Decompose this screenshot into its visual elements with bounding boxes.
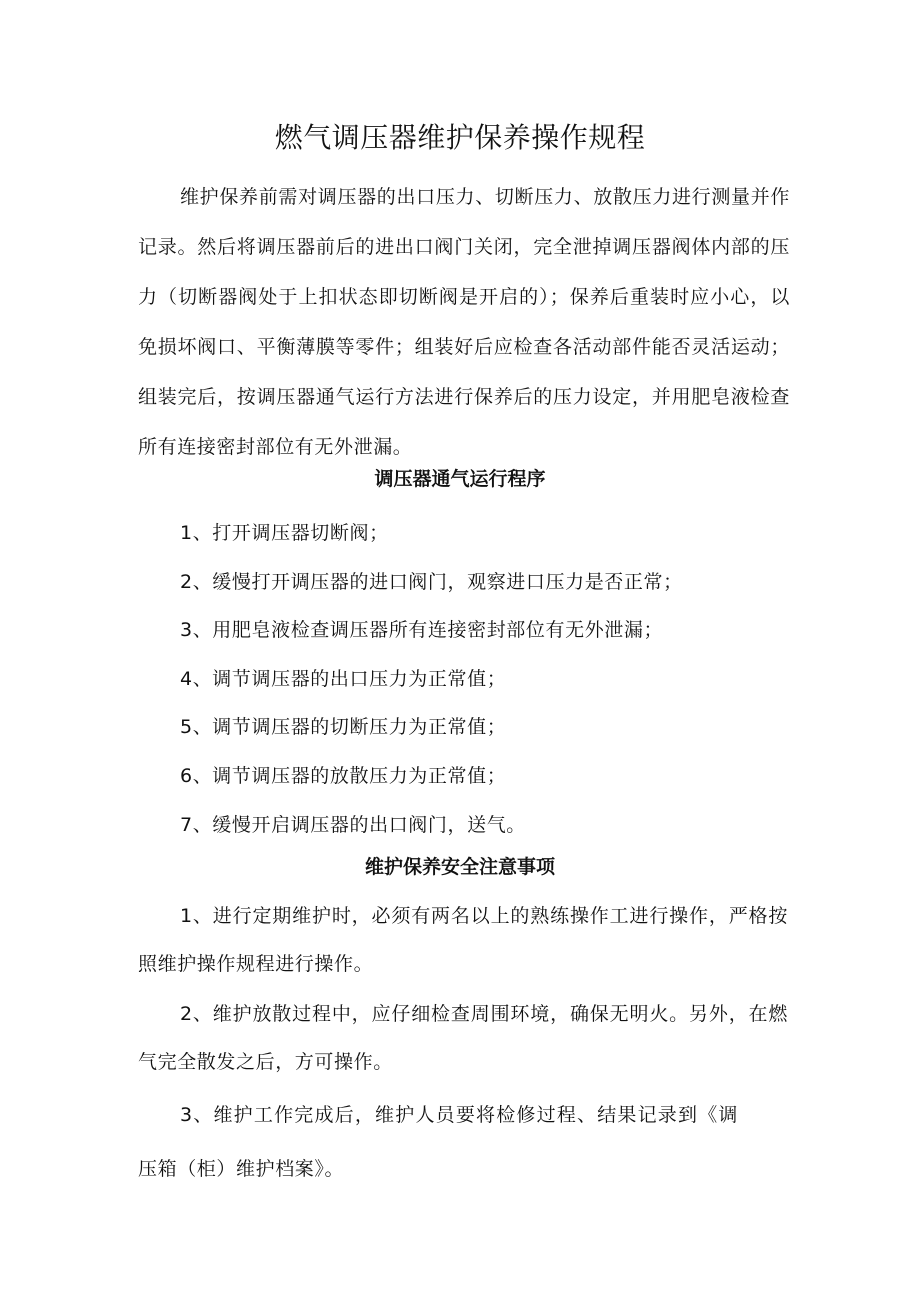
operation-steps-list — [180, 509, 800, 849]
operation-step: 7、缓慢开启调压器的出口阀门，送气。 — [180, 813, 526, 836]
safety-note: 3、维护工作完成后，维护人员要将检修过程、结果记录到《调压箱（柜）维护档案》。 — [138, 1104, 738, 1180]
safety-note: 1、进行定期维护时，必须有两名以上的熟练操作工进行操作，严格按照维护操作规程进行操作。 — [138, 905, 788, 975]
operation-step: 6、调节调压器的放散压力为正常值； — [180, 764, 507, 787]
operation-step: 5、调节调压器的切断压力为正常值； — [180, 716, 507, 739]
intro-paragraph: 维护保养前需对调压器的出口压力、切断压力、放散压力进行测量并作记录。然后将调压器前后的进出口阀门关闭，完全泄掉调压器阀体内部的压力（切断器阀处于上扣状态即切断阀是开启的）；保养后重装时应小心，以免损坏阀口、平衡薄膜等零件；组装好后应检查各活动部件能否灵活运动；组装完后，按调压器通气运行方法进行保养后的压力设定，并用肥皂液检查所有连接密封部位有无外泄漏。 — [138, 186, 790, 458]
operation-step: 4、调节调压器的出口压力为正常值； — [180, 667, 507, 690]
section-heading-operation: 调压器通气运行程序 — [374, 468, 546, 490]
safety-note: 2、维护放散过程中，应仔细检查周围环境，确保无明火。另外，在燃气完全散发之后，方可操作。 — [138, 1003, 788, 1073]
operation-step: 3、用肥皂液检查调压器所有连接密封部位有无外泄漏； — [180, 619, 664, 642]
document-title: 燃气调压器维护保养操作规程 — [274, 121, 646, 154]
safety-notes — [138, 892, 788, 1198]
operation-step: 1、打开调压器切断阀； — [180, 522, 389, 544]
operation-step: 2、缓慢打开调压器的进口阀门，观察进口压力是否正常； — [180, 570, 683, 593]
section-heading-safety: 维护保养安全注意事项 — [364, 856, 555, 878]
